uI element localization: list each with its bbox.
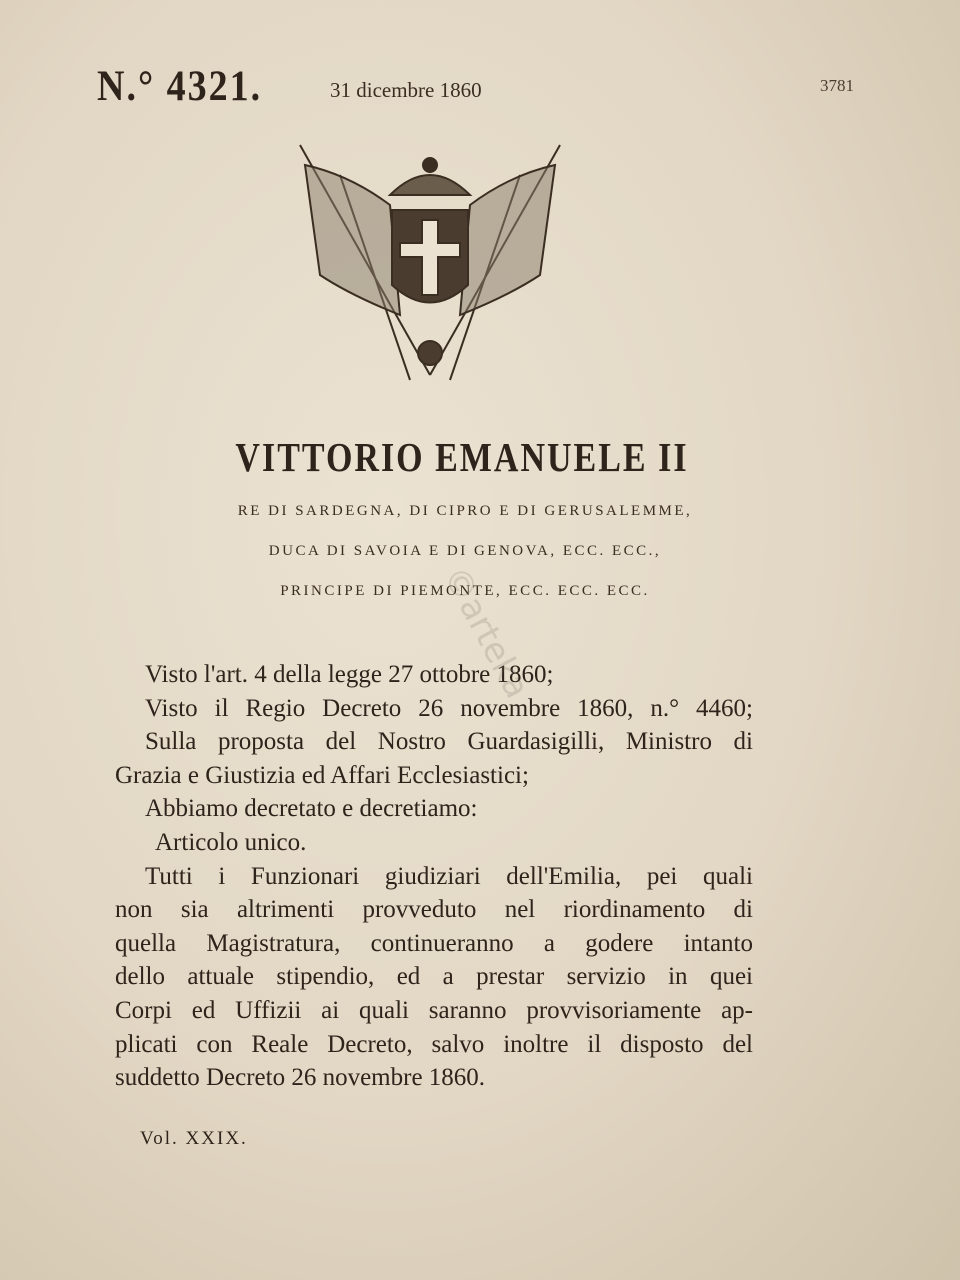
article-heading: Articolo unico. — [155, 828, 307, 856]
page-number: 3781 — [820, 76, 854, 95]
body-line: Grazia e Giustizia ed Affari Ecclesiastici; — [115, 761, 529, 789]
body-line: Visto l'art. 4 della legge 27 ottobre 1860; — [145, 661, 554, 688]
decree-date: 31 dicembre 1860 — [330, 78, 482, 102]
body-line: Abbiamo decretato e decretiamo: — [145, 795, 478, 823]
sovereign-title: RE DI SARDEGNA, DI CIPRO E DI GERUSALEMME, — [237, 503, 693, 519]
decree-body — [115, 658, 753, 1095]
decree-number: N.° 4321. — [97, 61, 263, 111]
body-line: quella Magistratura, continueranno a godere intanto — [115, 929, 753, 957]
watermark: ©arteka — [434, 560, 538, 706]
body-line: Corpi ed Uffizii ai quali saranno provvisoriamente ap- — [115, 996, 753, 1024]
sovereign-title: PRINCIPE DI PIEMONTE, ECC. ECC. ECC. — [280, 583, 650, 599]
body-line: non sia altrimenti provveduto nel riordinamento di — [115, 896, 753, 924]
body-line: plicati con Reale Decreto, salvo inoltre il disposto del — [115, 1030, 753, 1058]
volume-label: Vol. XXIX. — [140, 1128, 248, 1149]
sovereign-title: DUCA DI SAVOIA E DI GENOVA, ECC. ECC., — [268, 543, 662, 559]
body-line: Visto il Regio Decreto 26 novembre 1860, n.° 4460; — [145, 694, 753, 722]
body-line: Sulla proposta del Nostro Guardasigilli, Ministro di — [145, 728, 753, 756]
body-line: dello attuale stipendio, ed a prestar servizio in quei — [115, 963, 753, 991]
body-line: Tutti i Funzionari giudiziari dell'Emilia, pei quali — [145, 862, 753, 890]
sovereign-name: VITTORIO EMANUELE II — [235, 436, 689, 481]
coat-of-arms-icon — [280, 135, 580, 385]
body-line: suddetto Decreto 26 novembre 1860. — [115, 1064, 486, 1092]
